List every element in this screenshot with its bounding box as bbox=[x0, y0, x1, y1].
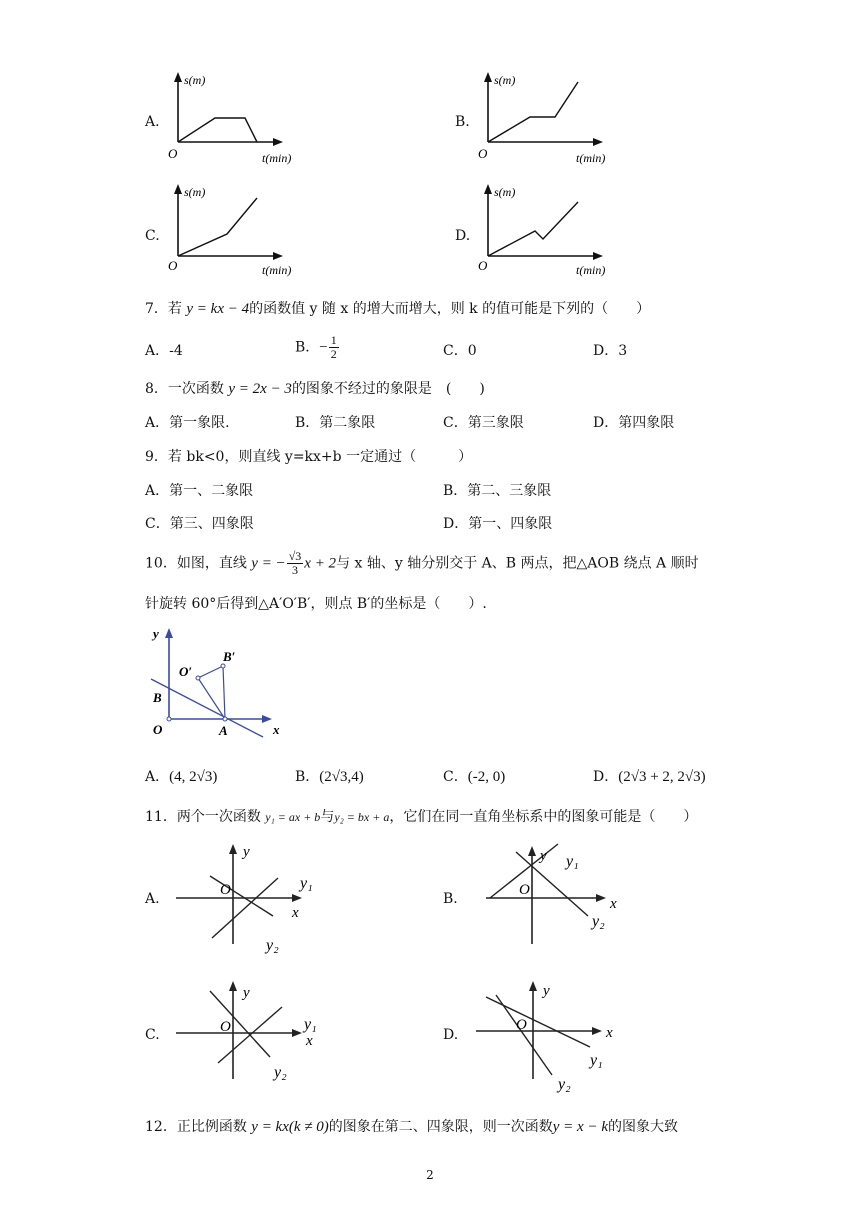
q11d-y1: y₁ bbox=[590, 1052, 603, 1069]
q11-stem: 11．两个一次函数 y₁ = ax + b与y₂ = bx + a，它们在同一直角坐标系中的图象可能是（ ） bbox=[145, 809, 698, 825]
q11b-o: O bbox=[519, 882, 530, 898]
q7-option-c: C．0 bbox=[443, 343, 477, 359]
q6a-ylabel: s(m) bbox=[184, 73, 206, 87]
q11b-y: y bbox=[540, 848, 547, 864]
q11d-y: y bbox=[543, 983, 550, 999]
q10-x-label: x bbox=[273, 722, 280, 737]
page-number: 2 bbox=[426, 1168, 434, 1182]
q6b-ylabel: s(m) bbox=[494, 73, 516, 87]
q8-option-a: A．第一象限. bbox=[145, 415, 230, 431]
q6d-xlabel: t(min) bbox=[576, 263, 606, 277]
q6-graph-c bbox=[165, 182, 305, 282]
q10-option-a: A．(4, 2√3) bbox=[145, 769, 218, 785]
q6-option-d-letter: D. bbox=[455, 228, 471, 244]
q10-op-label: O′ bbox=[179, 664, 193, 679]
q6c-xlabel: t(min) bbox=[262, 263, 292, 277]
q6d-origin: O bbox=[478, 258, 488, 273]
q6-graph-d bbox=[475, 182, 625, 282]
q6b-origin: O bbox=[478, 146, 488, 161]
q11c-y1: y₁ bbox=[304, 1016, 317, 1033]
q10-y-label: y bbox=[153, 626, 159, 641]
q11-option-b-letter: B. bbox=[443, 891, 458, 907]
q11-graph-b bbox=[470, 838, 645, 948]
q11b-x: x bbox=[610, 896, 617, 912]
q10-option-d: D．(2√3 + 2, 2√3) bbox=[593, 769, 706, 785]
q6c-origin: O bbox=[168, 258, 178, 273]
q6-graph-b bbox=[475, 70, 625, 170]
q11a-x: x bbox=[292, 905, 299, 921]
q11d-o: O bbox=[516, 1017, 527, 1033]
q8-option-d: D．第四象限 bbox=[593, 415, 675, 431]
q10-o-label: O bbox=[153, 722, 163, 737]
q11a-y2: y₂ bbox=[266, 937, 279, 954]
q11-option-c-letter: C. bbox=[145, 1027, 160, 1043]
q11b-y1: y₁ bbox=[566, 853, 579, 870]
q7-option-d: D．3 bbox=[593, 343, 628, 359]
q11c-y2: y₂ bbox=[274, 1064, 287, 1081]
q6a-origin: O bbox=[168, 146, 178, 161]
q11c-y: y bbox=[243, 985, 250, 1001]
q11d-x: x bbox=[606, 1025, 613, 1041]
q9-option-c: C．第三、四象限 bbox=[145, 516, 254, 532]
q8-stem: 8．一次函数 y = 2x − 3的图象不经过的象限是 ( ) bbox=[145, 381, 485, 397]
q11-option-a-letter: A. bbox=[145, 891, 160, 907]
q10-figure bbox=[145, 625, 290, 740]
q11-graph-c bbox=[170, 975, 330, 1085]
q11-graph-a bbox=[170, 838, 330, 958]
q7-option-a: A．-4 bbox=[145, 343, 183, 359]
q9-option-d: D．第一、四象限 bbox=[443, 516, 553, 532]
q10-option-c: C．(-2, 0) bbox=[443, 769, 506, 785]
q11c-x: x bbox=[306, 1033, 313, 1049]
q11a-y1: y₁ bbox=[300, 875, 313, 892]
q6-graph-a bbox=[165, 70, 305, 170]
q12-stem: 12．正比例函数 y = kx(k ≠ 0)的图象在第二、四象限，则一次函数y = x − k的图象大致 bbox=[145, 1119, 678, 1135]
q10-stem-line2: 针旋转 60°后得到△A′O′B′，则点 B′的坐标是（ ）. bbox=[145, 596, 487, 612]
q11d-y2: y₂ bbox=[558, 1076, 571, 1093]
q9-option-a: A．第一、二象限 bbox=[145, 483, 254, 499]
q7-stem: 7．若 y = kx − 4的函数值 y 随 x 的增大而增大，则 k 的值可能是下列的（ ） bbox=[145, 301, 651, 317]
q6d-ylabel: s(m) bbox=[494, 185, 516, 199]
q8-option-b: B．第二象限 bbox=[295, 415, 376, 431]
q10-bp-label: B′ bbox=[223, 649, 236, 664]
q11a-o: O bbox=[220, 882, 231, 898]
q6-option-c-letter: C. bbox=[145, 228, 160, 244]
q6b-xlabel: t(min) bbox=[576, 151, 606, 165]
q10-b-label: B bbox=[153, 690, 162, 705]
q11a-y: y bbox=[243, 844, 250, 860]
q9-stem: 9．若 bk<0，则直线 y=kx+b 一定通过（ ） bbox=[145, 449, 473, 465]
q6c-ylabel: s(m) bbox=[184, 185, 206, 199]
q10-a-label: A bbox=[219, 723, 228, 738]
q6-option-a-letter: A. bbox=[145, 114, 160, 130]
q9-option-b: B．第二、三象限 bbox=[443, 483, 552, 499]
q7-option-b: B．− $\frac{1}{2}$ bbox=[295, 333, 337, 361]
q11-graph-d bbox=[470, 975, 630, 1095]
q6a-xlabel: t(min) bbox=[262, 151, 292, 165]
q6-option-b-letter: B. bbox=[455, 114, 470, 130]
q8-option-c: C．第三象限 bbox=[443, 415, 524, 431]
q11c-o: O bbox=[220, 1019, 231, 1035]
q11-option-d-letter: D. bbox=[443, 1027, 459, 1043]
q10-stem-line1: 10．如图，直线 y = − $\frac{√3}{3}$ x + 2与 x 轴、y 轴分别交于 A、B 两点，把△AOB 绕点 A 顺时 bbox=[145, 549, 699, 577]
q11b-y2: y₂ bbox=[592, 913, 605, 930]
q10-option-b: B．(2√3,4) bbox=[295, 769, 364, 785]
